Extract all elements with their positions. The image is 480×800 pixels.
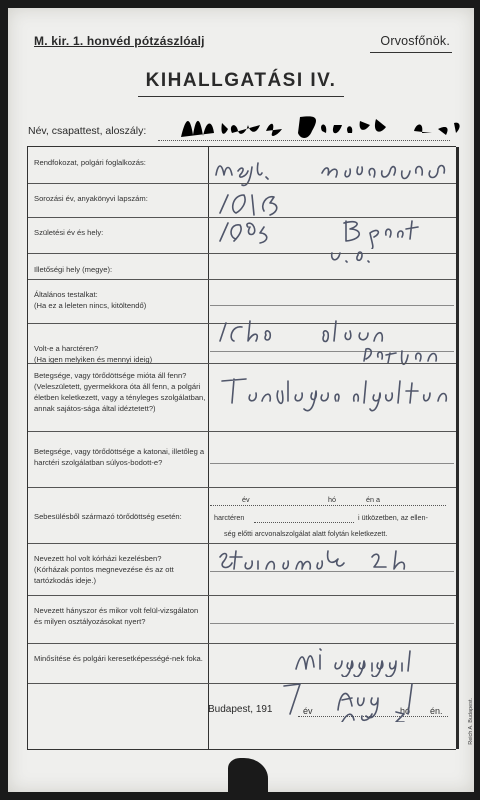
answer-residence-handwriting xyxy=(328,239,388,272)
footer-place: Budapest, 191 xyxy=(208,704,273,715)
form-table xyxy=(27,146,456,750)
document-sheet xyxy=(8,8,474,792)
row-divider xyxy=(28,431,456,432)
wound-line-1 xyxy=(210,505,446,506)
unit-header: M. kir. 1. honvéd pótzászlóalj xyxy=(34,34,205,48)
row-label-birth: Születési év és hely: xyxy=(34,228,104,237)
wound-line-2 xyxy=(254,522,354,523)
name-handwriting xyxy=(176,111,466,148)
name-label: Név, csapattest, aloszály: xyxy=(28,125,147,137)
wound-ev: év xyxy=(242,495,250,504)
wound-harcteren: harctéren xyxy=(214,513,245,522)
wound-ho: hó xyxy=(328,495,336,504)
office-header: Orvosfőnök. xyxy=(380,34,450,48)
page-shadow xyxy=(456,147,459,749)
row-label-wound: Sebesülésből származó törődöttség esetén: xyxy=(34,512,182,521)
row-label-conscription: Sorozási év, anyakönyvi lapszám: xyxy=(34,194,148,203)
row-label-qualification: Minősítése és polgári keresetképességé-nek foka. xyxy=(34,654,203,663)
footer-ho: hó xyxy=(400,706,411,716)
row-divider xyxy=(28,183,456,184)
answer-front-handwriting xyxy=(214,311,454,376)
footer-en: én. xyxy=(430,706,443,716)
row-divider xyxy=(28,279,456,280)
row-label-worsened: Betegsége, vagy törődöttsége a katonai, illetőleg a harctéri szolgálatban súlyos-bodott-e? xyxy=(34,447,205,467)
column-divider xyxy=(208,147,209,749)
form-title: KIHALLGATÁSI IV. xyxy=(145,70,337,91)
row-label-front: Volt-e a harctéren? (Ha igen melyiken és mennyi ideig) xyxy=(34,344,153,364)
wound-utkozetben: i ütközetben, az ellen- xyxy=(358,513,428,522)
row-divider xyxy=(28,363,456,364)
title-underline xyxy=(138,96,344,97)
row-divider xyxy=(28,253,456,254)
row-label-hospital: Nevezett hol volt kórházi kezelésben? (Kórházak pontos megnevezése és az ott tartózkodás ideje.) xyxy=(34,554,174,585)
footer-date-handwriting xyxy=(278,676,448,727)
answer-line xyxy=(210,623,454,624)
row-label-rank: Rendfokozat, polgári foglalkozás: xyxy=(34,158,146,167)
answer-line xyxy=(210,463,454,464)
answer-illness-handwriting xyxy=(218,373,454,418)
row-divider xyxy=(28,595,456,596)
office-underline xyxy=(370,52,452,53)
printer-mark: Reich A. Budapest. xyxy=(468,698,474,745)
footer-date xyxy=(208,704,273,715)
row-divider xyxy=(28,487,456,488)
answer-line xyxy=(210,305,454,306)
row-label-review: Nevezett hányszor és mikor volt felül-vizsgálaton és milyen osztályozásokat nyert? xyxy=(34,606,199,626)
wound-line3: ség előtti arcvonalszolgálat alatt folytán keletkezett. xyxy=(224,529,388,538)
row-label-illness: Betegsége, vagy törődöttsége mióta áll fenn? (Veleszületett, gyermekkora óta áll fenn, a polgári életben keletkezett, vagy a tényleges szolgálatban, annak sajátos-sága által idéztetett?) xyxy=(34,371,206,413)
footer-ev: év xyxy=(303,706,313,716)
row-label-residence: Illetőségi hely (megye): xyxy=(34,265,113,274)
answer-rank-handwriting xyxy=(212,153,452,192)
row-label-build: Általános testalkat: (Ha ez a leleten nincs, kitöltendő) xyxy=(34,290,147,310)
answer-hospital-handwriting xyxy=(214,543,414,582)
wound-en-a: én a xyxy=(366,495,380,504)
